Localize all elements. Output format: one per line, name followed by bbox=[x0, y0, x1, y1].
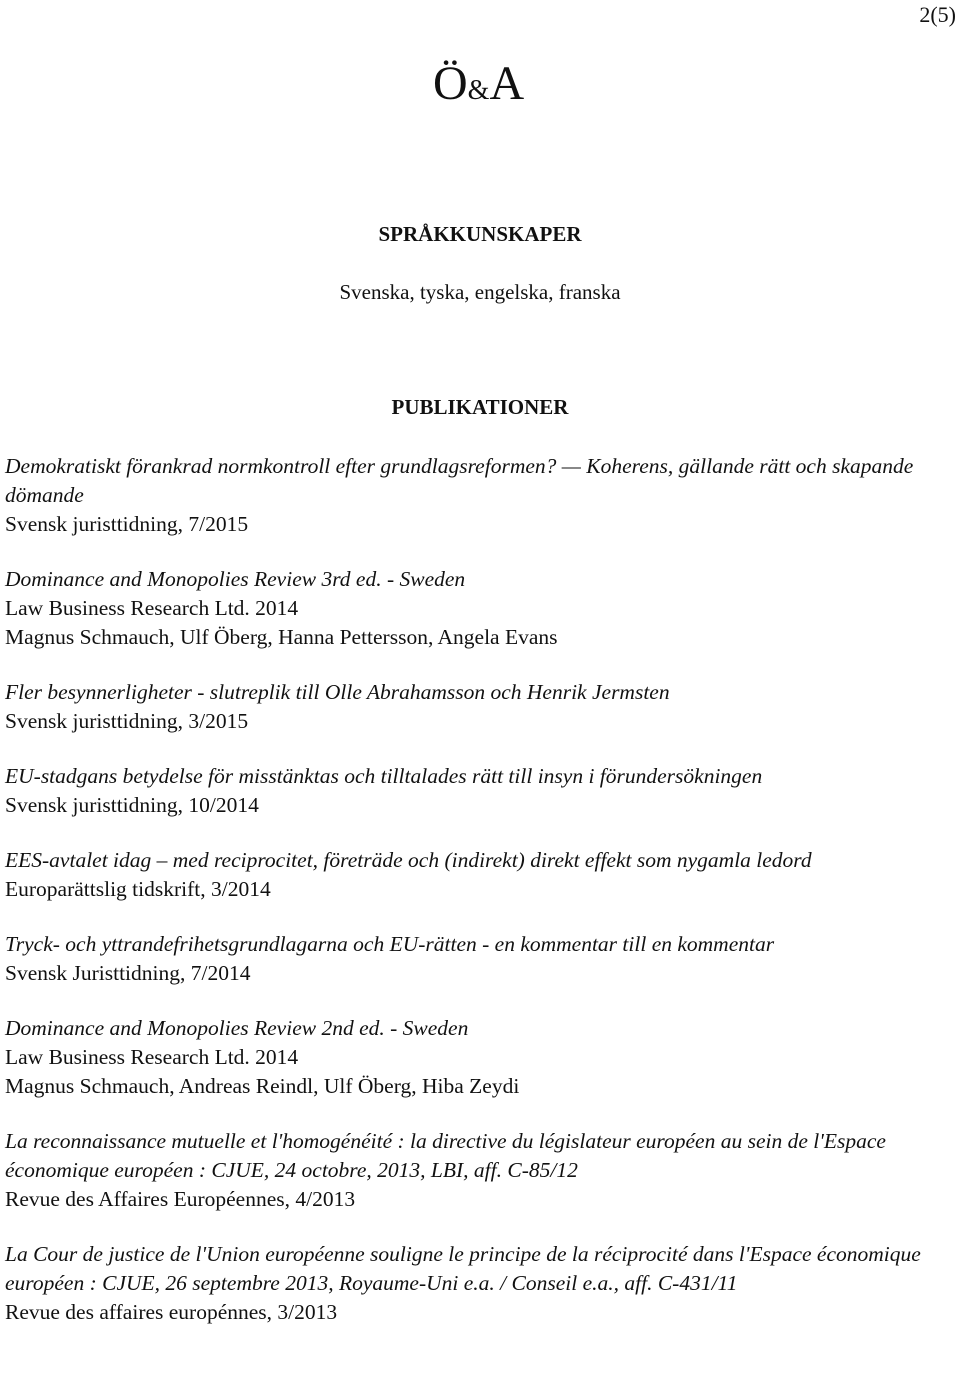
logo-letter-a: A bbox=[489, 57, 525, 110]
publication-title: Dominance and Monopolies Review 3rd ed. - Sweden bbox=[5, 567, 466, 591]
publication-detail: Svensk juristtidning, 10/2014 bbox=[5, 793, 259, 817]
publication-title: Tryck- och yttrandefrihetsgrundlagarna och EU-rätten - en kommentar till en kommentar bbox=[5, 932, 775, 956]
publication-detail: Europarättslig tidskrift, 3/2014 bbox=[5, 877, 271, 901]
publication-entry bbox=[5, 565, 960, 652]
page-number: 2(5) bbox=[919, 2, 956, 27]
logo-letter-o: Ö bbox=[433, 57, 468, 110]
publications-heading: PUBLIKATIONER bbox=[391, 395, 569, 419]
publication-detail: Svensk juristtidning, 3/2015 bbox=[5, 709, 249, 733]
publication-entry bbox=[5, 1240, 960, 1327]
publication-entry bbox=[5, 930, 960, 988]
publication-detail: Revue des Affaires Européennes, 4/2013 bbox=[5, 1187, 356, 1211]
publication-title: Dominance and Monopolies Review 2nd ed. - Sweden bbox=[5, 1016, 469, 1040]
publication-title: Fler besynnerligheter - slutreplik till Olle Abrahamsson och Henrik Jermsten bbox=[5, 680, 670, 704]
publication-entry bbox=[5, 678, 960, 736]
publication-entry bbox=[5, 452, 960, 539]
publication-entry bbox=[5, 762, 960, 820]
logo-ampersand: & bbox=[467, 75, 490, 106]
publication-detail: Svensk Juristtidning, 7/2014 bbox=[5, 961, 251, 985]
publication-detail: Revue des affaires europénnes, 3/2013 bbox=[5, 1300, 338, 1324]
publication-title: EES-avtalet idag – med reciprocitet, företräde och (indirekt) direkt effekt som nygamla ledord bbox=[5, 848, 812, 872]
publication-title: La reconnaissance mutuelle et l'homogénéité : la directive du législateur européen au sein de l'Espace économique européen : CJUE, 24 octobre, 2013, LBI, aff. C-85/12 bbox=[5, 1129, 886, 1182]
publication-detail: Magnus Schmauch, Ulf Öberg, Hanna Pettersson, Angela Evans bbox=[5, 625, 558, 649]
publication-title: Demokratiskt förankrad normkontroll efter grundlagsreformen? — Koherens, gällande rätt och skapande dömande bbox=[5, 454, 914, 507]
publication-title: La Cour de justice de l'Union européenne souligne le principe de la réciprocité dans l'Espace économique européen : CJUE, 26 septembre 2013, Royaume-Uni e.a. / Conseil e.a., aff. C-431/11 bbox=[5, 1242, 921, 1295]
publication-entry bbox=[5, 1127, 960, 1214]
languages-text: Svenska, tyska, engelska, franska bbox=[339, 280, 621, 304]
publication-detail: Svensk juristtidning, 7/2015 bbox=[5, 512, 249, 536]
publication-detail: Law Business Research Ltd. 2014 bbox=[5, 596, 299, 620]
languages-heading: SPRÅKKUNSKAPER bbox=[378, 222, 582, 246]
publication-detail: Law Business Research Ltd. 2014 bbox=[5, 1045, 299, 1069]
publication-title: EU-stadgans betydelse för misstänktas och tilltalades rätt till insyn i förundersökningen bbox=[5, 764, 763, 788]
publication-detail: Magnus Schmauch, Andreas Reindl, Ulf Öberg, Hiba Zeydi bbox=[5, 1074, 520, 1098]
publication-entry bbox=[5, 1014, 960, 1101]
publication-list bbox=[5, 452, 960, 1353]
publication-entry bbox=[5, 846, 960, 904]
firm-logo bbox=[433, 57, 525, 110]
